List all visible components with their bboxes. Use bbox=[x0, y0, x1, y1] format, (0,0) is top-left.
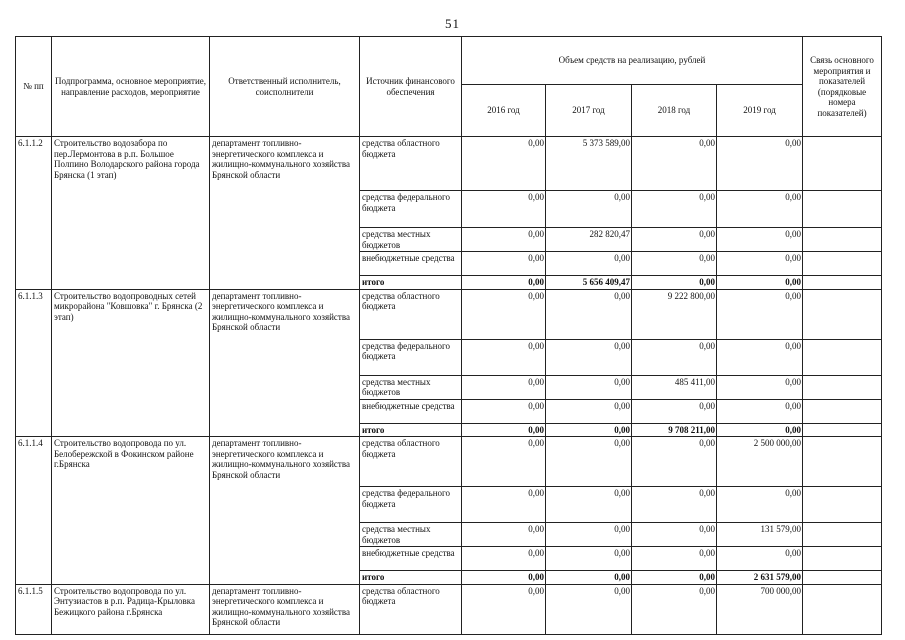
source-label: средства областного бюджета bbox=[360, 289, 462, 339]
link-cell bbox=[803, 571, 882, 585]
value-cell: 0,00 bbox=[717, 137, 803, 191]
value-cell: 700 000,00 bbox=[717, 584, 803, 634]
value-cell: 0,00 bbox=[546, 487, 632, 523]
value-cell: 0,00 bbox=[632, 487, 717, 523]
total-cell: 0,00 bbox=[462, 276, 546, 290]
value-cell: 0,00 bbox=[546, 339, 632, 375]
value-cell: 0,00 bbox=[717, 399, 803, 423]
value-cell: 0,00 bbox=[462, 375, 546, 399]
value-cell: 0,00 bbox=[546, 547, 632, 571]
value-cell: 0,00 bbox=[632, 399, 717, 423]
source-label: средства областного бюджета bbox=[360, 584, 462, 634]
source-label-total: итого bbox=[360, 423, 462, 437]
value-cell: 5 373 589,00 bbox=[546, 137, 632, 191]
total-cell: 5 656 409,47 bbox=[546, 276, 632, 290]
header-no: № пп bbox=[16, 37, 52, 137]
item-name: Строительство водопроводных сетей микрорайона "Ковшовка" г. Брянска (2 этап) bbox=[52, 289, 210, 437]
value-cell: 0,00 bbox=[462, 252, 546, 276]
source-label: средства местных бюджетов bbox=[360, 228, 462, 252]
value-cell: 0,00 bbox=[632, 252, 717, 276]
item-executor: департамент топливно-энергетического комплекса и жилищно-коммунального хозяйства Брянской области bbox=[210, 289, 360, 437]
source-label: внебюджетные средства bbox=[360, 252, 462, 276]
header-volume: Объем средств на реализацию, рублей bbox=[462, 37, 803, 85]
item-executor: департамент топливно-энергетического комплекса и жилищно-коммунального хозяйства Брянской области bbox=[210, 437, 360, 585]
link-cell bbox=[803, 339, 882, 375]
value-cell: 0,00 bbox=[546, 584, 632, 634]
link-cell bbox=[803, 399, 882, 423]
link-cell bbox=[803, 423, 882, 437]
table-row bbox=[16, 289, 882, 339]
value-cell: 0,00 bbox=[462, 289, 546, 339]
value-cell: 0,00 bbox=[632, 547, 717, 571]
value-cell: 0,00 bbox=[717, 191, 803, 228]
value-cell: 0,00 bbox=[462, 523, 546, 547]
value-cell: 9 222 800,00 bbox=[632, 289, 717, 339]
item-number: 6.1.1.3 bbox=[16, 289, 52, 437]
value-cell: 0,00 bbox=[462, 399, 546, 423]
source-label: средства федерального бюджета bbox=[360, 191, 462, 228]
value-cell: 0,00 bbox=[717, 289, 803, 339]
link-cell bbox=[803, 584, 882, 634]
table-row bbox=[16, 584, 882, 634]
value-cell: 282 820,47 bbox=[546, 228, 632, 252]
total-cell: 0,00 bbox=[632, 571, 717, 585]
item-number: 6.1.1.2 bbox=[16, 137, 52, 290]
value-cell: 0,00 bbox=[632, 228, 717, 252]
source-label-total: итого bbox=[360, 276, 462, 290]
item-name: Строительство водозабора по пер.Лермонтова в р.п. Большое Полпино Володарского района города Брянска (1 этап) bbox=[52, 137, 210, 290]
value-cell: 0,00 bbox=[462, 487, 546, 523]
value-cell: 0,00 bbox=[546, 399, 632, 423]
value-cell: 0,00 bbox=[717, 487, 803, 523]
total-cell: 0,00 bbox=[462, 423, 546, 437]
table-header bbox=[16, 37, 882, 137]
link-cell bbox=[803, 252, 882, 276]
value-cell: 0,00 bbox=[717, 252, 803, 276]
value-cell: 0,00 bbox=[717, 339, 803, 375]
value-cell: 0,00 bbox=[546, 289, 632, 339]
value-cell: 0,00 bbox=[632, 584, 717, 634]
source-label: внебюджетные средства bbox=[360, 399, 462, 423]
value-cell: 0,00 bbox=[462, 584, 546, 634]
value-cell: 0,00 bbox=[632, 339, 717, 375]
value-cell: 0,00 bbox=[632, 137, 717, 191]
header-executor: Ответственный исполнитель, соисполнители bbox=[210, 37, 360, 137]
value-cell: 0,00 bbox=[717, 228, 803, 252]
header-year-2018: 2018 год bbox=[632, 85, 717, 137]
value-cell: 0,00 bbox=[462, 437, 546, 487]
header-source: Источник финансового обеспечения bbox=[360, 37, 462, 137]
value-cell: 0,00 bbox=[717, 375, 803, 399]
value-cell: 0,00 bbox=[462, 228, 546, 252]
value-cell: 0,00 bbox=[462, 339, 546, 375]
link-cell bbox=[803, 375, 882, 399]
header-year-2016: 2016 год bbox=[462, 85, 546, 137]
source-label: средства федерального бюджета bbox=[360, 339, 462, 375]
item-number: 6.1.1.4 bbox=[16, 437, 52, 585]
value-cell: 131 579,00 bbox=[717, 523, 803, 547]
total-cell: 0,00 bbox=[632, 276, 717, 290]
item-number: 6.1.1.5 bbox=[16, 584, 52, 634]
total-cell: 0,00 bbox=[462, 571, 546, 585]
total-cell: 0,00 bbox=[546, 423, 632, 437]
value-cell: 0,00 bbox=[546, 437, 632, 487]
value-cell: 0,00 bbox=[632, 437, 717, 487]
value-cell: 0,00 bbox=[632, 191, 717, 228]
value-cell: 0,00 bbox=[546, 523, 632, 547]
value-cell: 0,00 bbox=[462, 191, 546, 228]
link-cell bbox=[803, 523, 882, 547]
value-cell: 0,00 bbox=[546, 252, 632, 276]
value-cell: 2 500 000,00 bbox=[717, 437, 803, 487]
source-label: средства федерального бюджета bbox=[360, 487, 462, 523]
total-cell: 0,00 bbox=[717, 423, 803, 437]
value-cell: 0,00 bbox=[632, 523, 717, 547]
item-name: Строительство водопровода по ул. Белобережской в Фокинском районе г.Брянска bbox=[52, 437, 210, 585]
link-cell bbox=[803, 547, 882, 571]
source-label: средства областного бюджета bbox=[360, 437, 462, 487]
source-label: внебюджетные средства bbox=[360, 547, 462, 571]
value-cell: 0,00 bbox=[546, 375, 632, 399]
total-cell: 0,00 bbox=[546, 571, 632, 585]
link-cell bbox=[803, 289, 882, 339]
link-cell bbox=[803, 437, 882, 487]
header-link: Связь основного мероприятия и показателей (порядковые номера показателей) bbox=[803, 37, 882, 137]
item-executor: департамент топливно-энергетического комплекса и жилищно-коммунального хозяйства Брянской области bbox=[210, 584, 360, 634]
link-cell bbox=[803, 228, 882, 252]
budget-table bbox=[15, 36, 882, 635]
value-cell: 0,00 bbox=[546, 191, 632, 228]
header-year-2019: 2019 год bbox=[717, 85, 803, 137]
link-cell bbox=[803, 137, 882, 191]
value-cell: 485 411,00 bbox=[632, 375, 717, 399]
total-cell: 9 708 211,00 bbox=[632, 423, 717, 437]
total-cell: 2 631 579,00 bbox=[717, 571, 803, 585]
header-subprogram: Подпрограмма, основное мероприятие, направление расходов, мероприятие bbox=[52, 37, 210, 137]
value-cell: 0,00 bbox=[717, 547, 803, 571]
item-executor: департамент топливно-энергетического комплекса и жилищно-коммунального хозяйства Брянской области bbox=[210, 137, 360, 290]
value-cell: 0,00 bbox=[462, 547, 546, 571]
link-cell bbox=[803, 487, 882, 523]
source-label: средства местных бюджетов bbox=[360, 375, 462, 399]
header-year-2017: 2017 год bbox=[546, 85, 632, 137]
source-label-total: итого bbox=[360, 571, 462, 585]
table-row bbox=[16, 137, 882, 191]
table-row bbox=[16, 437, 882, 487]
link-cell bbox=[803, 276, 882, 290]
value-cell: 0,00 bbox=[462, 137, 546, 191]
source-label: средства местных бюджетов bbox=[360, 523, 462, 547]
page-number: 51 bbox=[445, 16, 460, 31]
item-name: Строительство водопровода по ул. Энтузиастов в р.п. Радица-Крыловка Бежицкого района г.Брянска bbox=[52, 584, 210, 634]
total-cell: 0,00 bbox=[717, 276, 803, 290]
link-cell bbox=[803, 191, 882, 228]
source-label: средства областного бюджета bbox=[360, 137, 462, 191]
